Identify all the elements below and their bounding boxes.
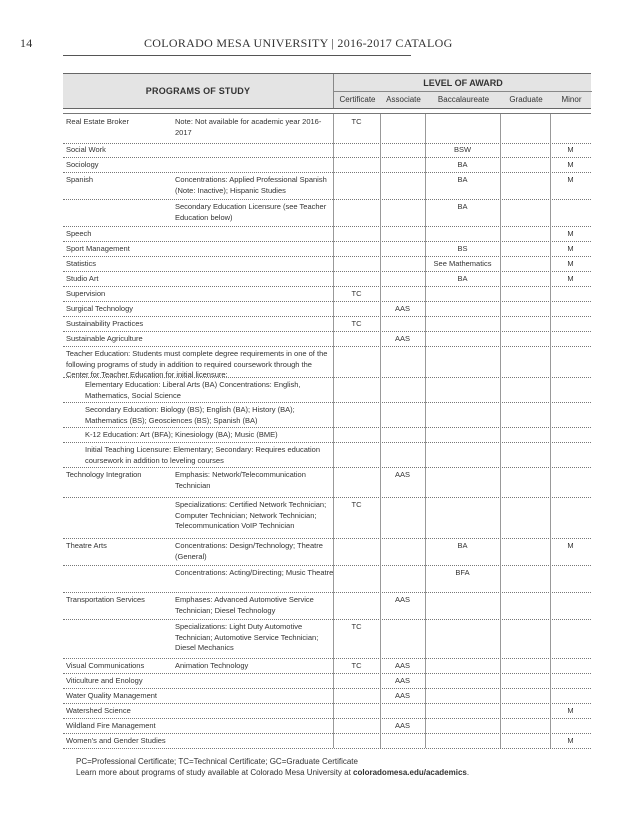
column-divider: [500, 467, 501, 497]
award-minor: M: [567, 229, 574, 238]
column-divider: [500, 718, 501, 733]
table-row: [63, 316, 591, 332]
table-row: [63, 467, 591, 498]
teacher-education-option: Initial Teaching Licensure: Elementary; Secondary: Requires education coursework in addition to leveling courses: [85, 445, 320, 465]
column-divider: [425, 703, 426, 718]
program-name: Spanish: [66, 175, 94, 184]
program-name: Real Estate Broker: [66, 117, 129, 126]
column-divider: [380, 427, 381, 442]
award-bacc: BFA: [455, 568, 470, 577]
award-minor: M: [567, 259, 574, 268]
col-associate: Associate: [386, 95, 421, 104]
col-graduate: Graduate: [509, 95, 543, 104]
program-name: Transportation Services: [66, 595, 145, 604]
award-minor: M: [567, 145, 574, 154]
column-divider: [550, 688, 551, 703]
program-note: Emphasis: Network/Telecommunication Technician: [175, 470, 306, 490]
column-divider: [333, 226, 334, 241]
column-divider: [500, 199, 501, 226]
program-note: Secondary Education Licensure (see Teacher Education below): [175, 202, 327, 222]
teacher-education-option: K-12 Education: Art (BFA); Kinesiology (BA); Music (BME): [85, 430, 278, 439]
column-divider: [500, 733, 501, 748]
column-divider: [500, 346, 501, 377]
column-divider: [380, 286, 381, 301]
column-divider: [380, 733, 381, 748]
column-divider: [500, 377, 501, 402]
table-row: [63, 538, 591, 566]
table-row: [63, 442, 591, 468]
column-divider: [500, 256, 501, 271]
column-divider: [333, 331, 334, 346]
program-name: Sustainability Practices: [66, 319, 144, 328]
program-name: Theatre Arts: [66, 541, 107, 550]
award-bacc: BS: [457, 244, 468, 253]
column-divider: [333, 703, 334, 718]
table-row: [63, 199, 591, 227]
column-divider: [333, 565, 334, 592]
column-divider: [500, 271, 501, 286]
col-certificate: Certificate: [339, 95, 376, 104]
footnote-learn-more: [76, 767, 469, 778]
column-divider: [380, 316, 381, 331]
column-divider: [550, 442, 551, 467]
column-divider: [333, 427, 334, 442]
column-divider: [333, 256, 334, 271]
table-row: [63, 658, 591, 674]
column-divider: [333, 377, 334, 402]
table-row: [63, 331, 591, 347]
column-divider: [380, 442, 381, 467]
award-cert: TC: [351, 500, 362, 509]
column-divider: [380, 565, 381, 592]
column-divider: [333, 467, 334, 497]
award-bacc: BA: [457, 274, 468, 283]
column-divider: [550, 346, 551, 377]
column-divider: [500, 688, 501, 703]
column-divider: [550, 497, 551, 538]
column-divider: [500, 592, 501, 619]
column-divider: [550, 402, 551, 427]
table-row: [63, 226, 591, 242]
column-divider: [500, 226, 501, 241]
column-divider: [333, 673, 334, 688]
table-row: [63, 346, 591, 378]
column-divider: [380, 402, 381, 427]
column-divider: [425, 301, 426, 316]
column-divider: [500, 497, 501, 538]
table-header: [63, 73, 591, 109]
column-divider: [500, 565, 501, 592]
column-divider: [500, 673, 501, 688]
award-assoc: AAS: [394, 595, 410, 604]
column-divider: [333, 346, 334, 377]
column-divider: [425, 226, 426, 241]
column-divider: [550, 301, 551, 316]
column-divider: [380, 256, 381, 271]
award-assoc: AAS: [394, 470, 410, 479]
teacher-education-note: Teacher Education: Students must complete degree requirements in one of the following programs of study in addition to required coursework through the Center for Teacher Education for initial licensure:: [66, 349, 328, 379]
column-divider: [380, 226, 381, 241]
footnote-text: Learn more about programs of study available at Colorado Mesa University at: [76, 768, 354, 777]
award-minor: M: [567, 541, 574, 550]
column-divider: [333, 241, 334, 256]
award-minor: M: [567, 706, 574, 715]
column-divider: [425, 331, 426, 346]
column-divider: [380, 199, 381, 226]
column-divider: [380, 538, 381, 565]
program-name: Visual Communications: [66, 661, 145, 670]
award-cert: TC: [351, 289, 362, 298]
column-divider: [550, 286, 551, 301]
award-assoc: AAS: [394, 334, 410, 343]
column-divider: [425, 497, 426, 538]
award-bacc: BA: [457, 175, 468, 184]
column-divider: [425, 427, 426, 442]
table-row: [63, 673, 591, 689]
column-divider: [500, 301, 501, 316]
award-minor: M: [567, 244, 574, 253]
table-row: [63, 733, 591, 749]
table-row: [63, 718, 591, 734]
program-name: Sustainable Agriculture: [66, 334, 143, 343]
column-divider: [500, 658, 501, 673]
column-divider: [425, 592, 426, 619]
column-divider: [500, 316, 501, 331]
column-divider: [500, 286, 501, 301]
table-row: [63, 427, 591, 443]
column-divider: [333, 172, 334, 199]
academics-link[interactable]: coloradomesa.edu/academics: [353, 768, 467, 777]
award-cert: TC: [351, 661, 362, 670]
column-divider: [380, 157, 381, 172]
program-name: Sociology: [66, 160, 99, 169]
award-cert: TC: [351, 319, 362, 328]
column-divider: [425, 316, 426, 331]
column-divider: [333, 402, 334, 427]
table-row: [63, 142, 591, 158]
column-divider: [550, 331, 551, 346]
program-note: Animation Technology: [175, 661, 249, 670]
column-divider: [425, 467, 426, 497]
program-note: Concentrations: Applied Professional Spanish (Note: Inactive); Hispanic Studies: [175, 175, 327, 195]
table-row: [63, 172, 591, 200]
column-divider: [500, 538, 501, 565]
column-divider: [425, 673, 426, 688]
column-divider: [333, 199, 334, 226]
column-divider: [500, 114, 501, 143]
column-divider: [500, 172, 501, 199]
award-minor: M: [567, 175, 574, 184]
col-minor: Minor: [561, 95, 582, 104]
program-name: Statistics: [66, 259, 97, 268]
program-name: Water Quality Management: [66, 691, 158, 700]
program-name: Technology Integration: [66, 470, 142, 479]
program-name: Supervision: [66, 289, 106, 298]
program-name: Speech: [66, 229, 92, 238]
table-row: [63, 402, 591, 428]
column-divider: [333, 688, 334, 703]
column-divider: [380, 703, 381, 718]
column-divider: [380, 497, 381, 538]
column-divider: [333, 592, 334, 619]
column-divider: [500, 241, 501, 256]
program-name: Women's and Gender Studies: [66, 736, 166, 745]
table-row: [63, 241, 591, 257]
award-minor: M: [567, 274, 574, 283]
program-name: Watershed Science: [66, 706, 131, 715]
column-divider: [425, 658, 426, 673]
program-note: Note: Not available for academic year 2016-2017: [175, 117, 322, 137]
award-bacc: BA: [457, 202, 468, 211]
column-divider: [425, 733, 426, 748]
catalog-title: COLORADO MESA UNIVERSITY | 2016-2017 CATALOG: [144, 36, 453, 50]
column-divider: [500, 427, 501, 442]
award-assoc: AAS: [394, 304, 410, 313]
program-name: Studio Art: [66, 274, 99, 283]
award-assoc: AAS: [394, 676, 410, 685]
award-heading: LEVEL OF AWARD: [333, 74, 592, 92]
program-name: Viticulture and Enology: [66, 676, 143, 685]
column-divider: [380, 346, 381, 377]
column-divider: [380, 142, 381, 157]
table-row: [63, 256, 591, 272]
column-divider: [425, 114, 426, 143]
award-cert: TC: [351, 622, 362, 631]
column-divider: [333, 271, 334, 286]
column-divider: [333, 538, 334, 565]
column-divider: [500, 157, 501, 172]
program-note: Specializations: Certified Network Technician; Computer Technician; Network Technician; Telecommunication VoIP Technician: [175, 500, 327, 530]
column-divider: [500, 442, 501, 467]
program-note: Emphases: Advanced Automotive Service Technician; Diesel Technology: [175, 595, 314, 615]
column-divider: [333, 733, 334, 748]
award-assoc: AAS: [394, 661, 410, 670]
award-minor: M: [567, 736, 574, 745]
table-row: [63, 565, 591, 593]
column-divider: [500, 331, 501, 346]
column-divider: [425, 718, 426, 733]
program-note: Concentrations: Acting/Directing; Music Theatre: [175, 568, 334, 577]
column-divider: [425, 286, 426, 301]
column-divider: [550, 619, 551, 658]
column-divider: [380, 114, 381, 143]
table-row: [63, 377, 591, 403]
column-divider: [425, 688, 426, 703]
column-divider: [380, 241, 381, 256]
column-divider: [333, 718, 334, 733]
table-row: [63, 592, 591, 620]
program-note: Concentrations: Design/Technology; Theatre (General): [175, 541, 323, 561]
teacher-education-option: Secondary Education: Biology (BS); English (BA); History (BA); Mathematics (BS); Geosciences (BS); Spanish (BA): [85, 405, 295, 425]
teacher-education-option: Elementary Education: Liberal Arts (BA) Concentrations: English, Mathematics, Social Science: [85, 380, 301, 400]
column-divider: [550, 427, 551, 442]
column-divider: [550, 467, 551, 497]
column-divider: [550, 592, 551, 619]
award-bacc: BSW: [453, 145, 472, 154]
program-name: Sport Management: [66, 244, 130, 253]
column-divider: [550, 114, 551, 143]
column-divider: [333, 442, 334, 467]
table-row: [63, 497, 591, 539]
column-divider: [333, 142, 334, 157]
footnote-period: .: [466, 768, 470, 777]
column-divider: [333, 301, 334, 316]
column-divider: [550, 658, 551, 673]
table-row: [63, 286, 591, 302]
award-assoc: AAS: [394, 721, 410, 730]
column-divider: [500, 402, 501, 427]
column-divider: [380, 271, 381, 286]
column-divider: [333, 157, 334, 172]
programs-heading: PROGRAMS OF STUDY: [145, 86, 251, 96]
award-bacc: See Mathematics: [433, 259, 492, 268]
column-divider: [425, 346, 426, 377]
column-divider: [550, 565, 551, 592]
table-row: [63, 688, 591, 704]
col-baccalaureate: Baccalaureate: [437, 95, 490, 104]
column-divider: [380, 619, 381, 658]
column-divider: [550, 673, 551, 688]
award-bacc: BA: [457, 160, 468, 169]
table-row: [63, 157, 591, 173]
column-divider: [500, 619, 501, 658]
table-row: [63, 113, 591, 144]
award-minor: M: [567, 160, 574, 169]
award-assoc: AAS: [394, 691, 410, 700]
column-divider: [425, 619, 426, 658]
program-name: Social Work: [66, 145, 106, 154]
table-row: [63, 301, 591, 317]
column-divider: [380, 172, 381, 199]
column-divider: [550, 377, 551, 402]
column-divider: [425, 442, 426, 467]
award-columns: [333, 91, 592, 108]
table-row: [63, 619, 591, 659]
table-row: [63, 703, 591, 719]
column-divider: [380, 377, 381, 402]
column-divider: [550, 718, 551, 733]
column-divider: [500, 142, 501, 157]
footnote-abbreviations: PC=Professional Certificate; TC=Technical Certificate; GC=Graduate Certificate: [76, 757, 358, 766]
award-bacc: BA: [457, 541, 468, 550]
program-name: Surgical Technology: [66, 304, 133, 313]
column-divider: [500, 703, 501, 718]
page-number: 14: [20, 36, 33, 50]
column-divider: [550, 199, 551, 226]
column-divider: [425, 402, 426, 427]
header-rule: [63, 55, 411, 56]
column-divider: [550, 316, 551, 331]
award-cert: TC: [351, 117, 362, 126]
table-row: [63, 271, 591, 287]
program-name: Wildland Fire Management: [66, 721, 156, 730]
column-divider: [425, 377, 426, 402]
footnote: [76, 756, 469, 778]
program-note: Specializations: Light Duty Automotive Technician; Automotive Service Technician; Diesel Mechanics: [175, 622, 319, 652]
